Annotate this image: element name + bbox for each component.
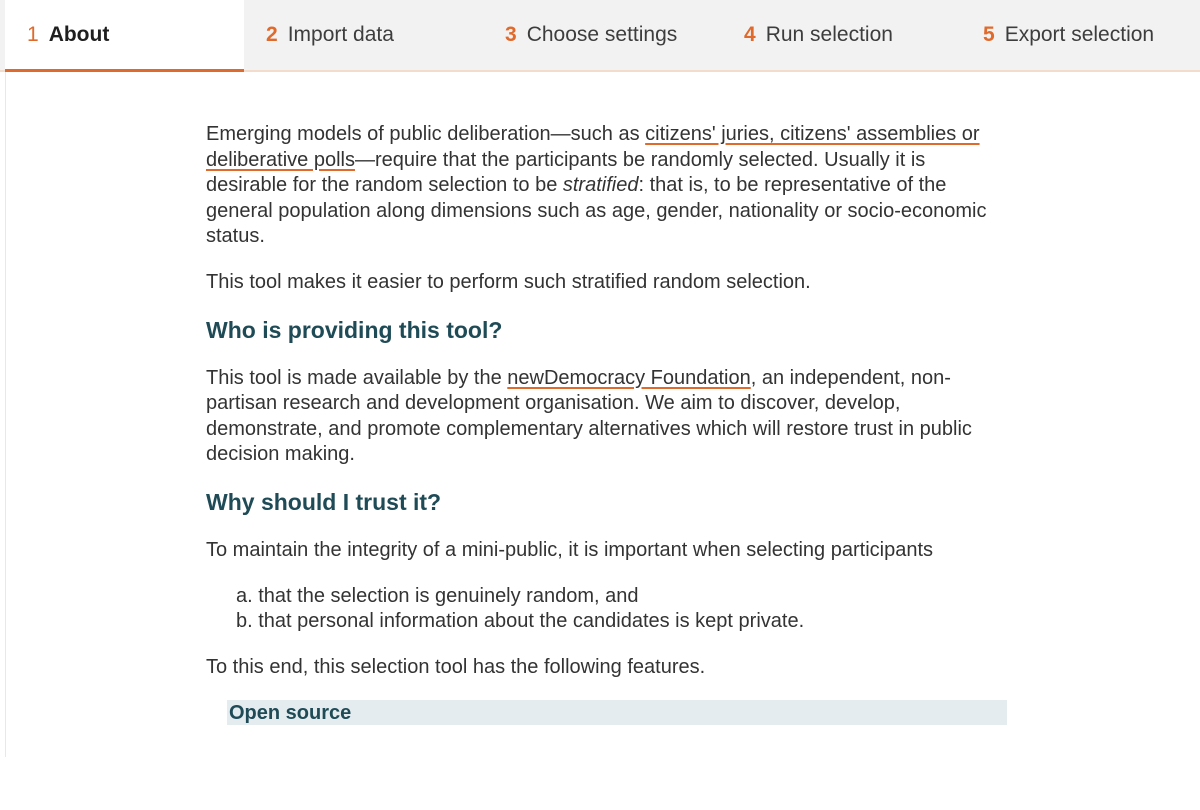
tab-number: 3 bbox=[505, 23, 517, 46]
tab-export-selection[interactable] bbox=[961, 0, 1200, 70]
tab-label: Choose settings bbox=[526, 23, 678, 46]
tab-label: About bbox=[48, 23, 110, 46]
provider-text: , an independent, non-partisan research and development organisation. We aim to discover, develop, demonstrate, and promote complementary alternatives which will restore trust in public decision making. bbox=[206, 366, 972, 466]
intro-text: : that is, to be representative of the general population along dimensions such as age, gender, nationality or socio-economic status. bbox=[206, 174, 987, 248]
tool-purpose-paragraph: This tool makes it easier to perform such stratified random selection. bbox=[206, 270, 811, 293]
deliberation-link[interactable]: citizens' juries, citizens' assemblies or deliberative polls bbox=[206, 123, 980, 171]
intro-text: Emerging models of public deliberation—such as bbox=[206, 123, 646, 145]
provider-paragraph bbox=[206, 366, 1011, 468]
newdemocracy-link[interactable]: newDemocracy Foundation bbox=[507, 366, 751, 389]
tab-label: Run selection bbox=[765, 23, 893, 46]
tab-import-data[interactable] bbox=[244, 0, 483, 70]
tab-number: 2 bbox=[266, 23, 278, 46]
tab-label: Import data bbox=[287, 23, 394, 46]
tab-number: 5 bbox=[983, 23, 995, 46]
features-intro: To this end, this selection tool has the following features. bbox=[206, 655, 706, 678]
tab-label: Export selection bbox=[1004, 23, 1155, 46]
tab-run-selection[interactable] bbox=[722, 0, 961, 70]
intro-paragraph bbox=[206, 122, 1011, 250]
list-item: b. that personal information about the candidates is kept private. bbox=[236, 610, 805, 633]
integrity-list bbox=[206, 584, 1011, 635]
about-content bbox=[206, 122, 1011, 725]
list-item: a. that the selection is genuinely random, and bbox=[236, 584, 639, 607]
intro-text: —require that the participants be randomly selected. Usually it is desirable for the random selection to be bbox=[206, 148, 926, 197]
tab-choose-settings[interactable] bbox=[483, 0, 722, 70]
feature-open-source[interactable]: Open source bbox=[227, 700, 1007, 725]
trust-heading: Why should I trust it? bbox=[206, 488, 442, 515]
tab-number: 1 bbox=[27, 23, 39, 46]
provider-text: This tool is made available by the bbox=[206, 366, 508, 389]
trust-lead: To maintain the integrity of a mini-public, it is important when selecting participants bbox=[206, 538, 934, 561]
step-tabs bbox=[0, 0, 1200, 70]
intro-emphasis: stratified bbox=[562, 174, 639, 197]
provider-heading: Who is providing this tool? bbox=[206, 316, 503, 343]
panel-divider bbox=[5, 72, 6, 757]
tab-about[interactable] bbox=[5, 0, 244, 70]
tab-number: 4 bbox=[744, 23, 756, 46]
